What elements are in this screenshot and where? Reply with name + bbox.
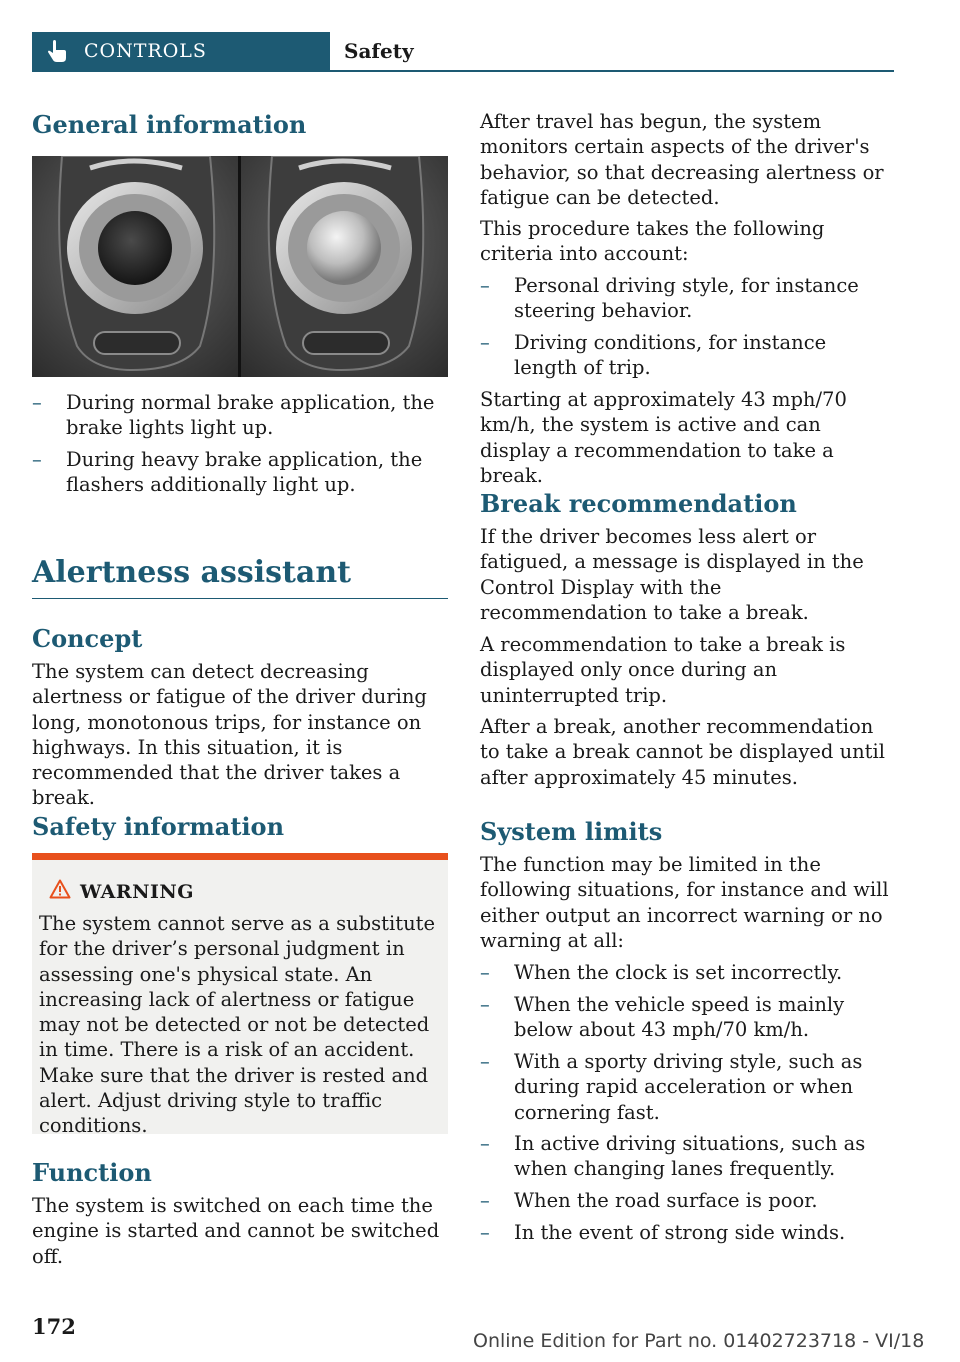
break-text: A recommendation to take a break is displayed only once during an uninterrupted trip. xyxy=(480,633,846,707)
limits-intro-text: The function may be limited in the following situations, for instance and will either output an incorrect warning or no warning at all: xyxy=(480,853,889,952)
alertness-assistant-heading: Alertness assistant xyxy=(32,555,352,590)
system-limits-heading: System limits xyxy=(480,817,663,846)
bullet-dash: – xyxy=(480,331,490,354)
break-text: If the driver becomes less alert or fatigued, a message is displayed in the Control Display with the recommendation to take a break. xyxy=(480,525,864,624)
hand-pointer-icon xyxy=(44,40,70,68)
criteria-intro-text: This procedure takes the following criteria into account: xyxy=(480,217,825,266)
function-text: The system is switched on each time the engine is started and cannot be switched off. xyxy=(32,1194,440,1268)
general-information-heading: General information xyxy=(32,110,307,139)
speed-text: Starting at approximately 43 mph/70 km/h, the system is active and can display a recommendation to take a break. xyxy=(480,388,847,487)
bullet-dash: – xyxy=(32,448,42,471)
chapter-label: CONTROLS xyxy=(84,40,207,62)
bullet-dash: – xyxy=(32,391,42,414)
warning-triangle-icon xyxy=(49,879,71,903)
heading-rule xyxy=(32,598,448,599)
edition-footer: Online Edition for Part no. 01402723718 - VI/18 xyxy=(473,1330,925,1352)
intro-text: After travel has begun, the system monitors certain aspects of the driver's behavior, so that decreasing alertness or fatigue can be detected. xyxy=(480,110,884,209)
page-header xyxy=(32,32,894,72)
warning-bar xyxy=(32,853,448,860)
bullet-dash: – xyxy=(480,274,490,297)
function-heading: Function xyxy=(32,1158,152,1187)
concept-text: The system can detect decreasing alertness or fatigue of the driver during long, monotonous trips, for instance on highways. In this situation, it is recommended that the driver takes a break. xyxy=(32,660,427,810)
bullet-dash: – xyxy=(480,1050,490,1073)
chapter-tab xyxy=(32,32,330,70)
bullet-dash: – xyxy=(480,993,490,1016)
break-recommendation-heading: Break recommendation xyxy=(480,489,797,518)
bullet-dash: – xyxy=(480,1189,490,1212)
safety-information-heading: Safety information xyxy=(32,812,285,841)
bullet-dash: – xyxy=(480,1132,490,1155)
concept-heading: Concept xyxy=(32,624,143,653)
warning-title: WARNING xyxy=(80,881,195,903)
warning-text: The system cannot serve as a substitute for the driver’s personal judgment in assessing one's physical state. An increasing lack of alertness or fatigue may not be detected or not be detected in time. There is a risk of an accident. Make sure that the driver is rested and alert. Adjust driving style to traffic conditions. xyxy=(39,912,436,1138)
bullet-dash: – xyxy=(480,961,490,984)
bullet-dash: – xyxy=(480,1221,490,1244)
brake-lights-photo xyxy=(32,156,448,377)
break-text: After a break, another recommendation to take a break cannot be displayed until after approximately 45 minutes. xyxy=(480,715,885,789)
section-title: Safety xyxy=(344,39,414,63)
page-number: 172 xyxy=(32,1314,76,1339)
warning-box xyxy=(32,853,448,1138)
